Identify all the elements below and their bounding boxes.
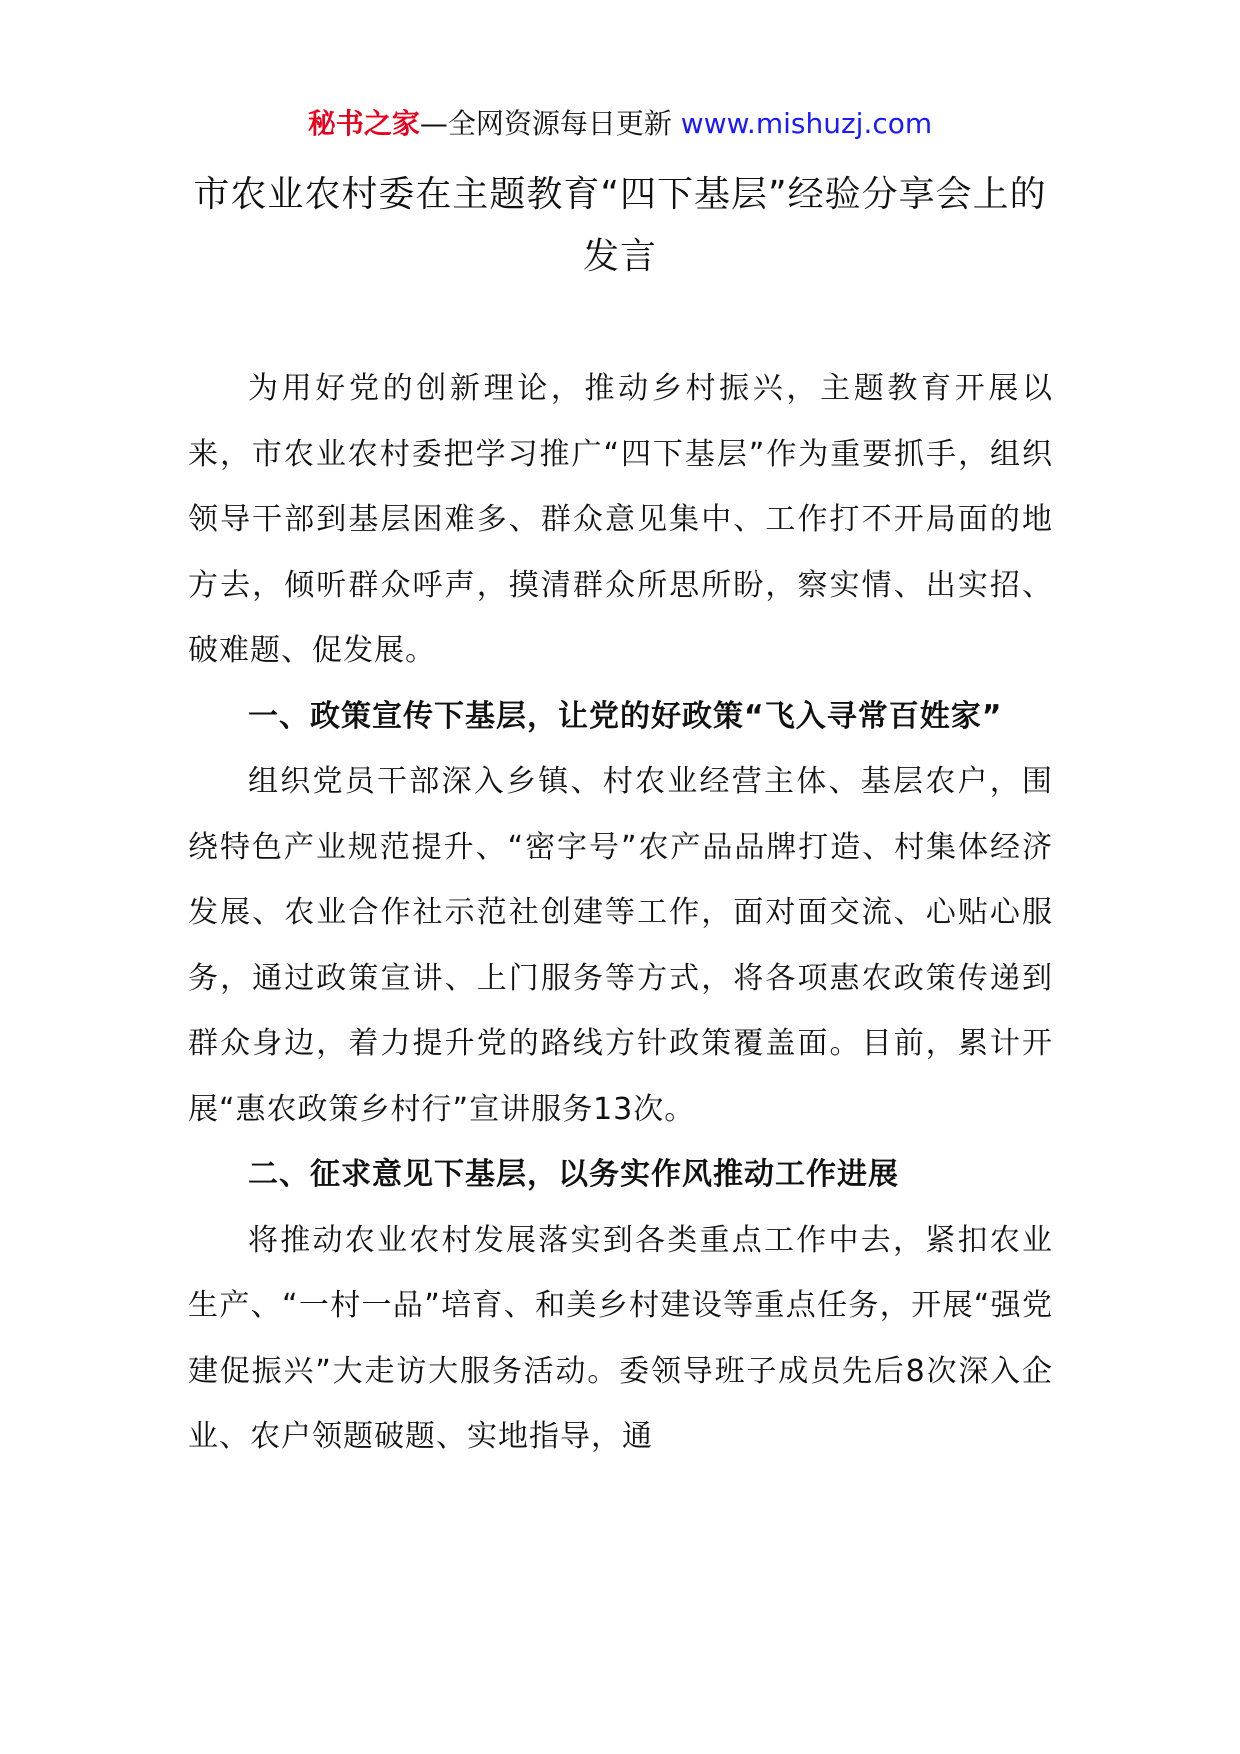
section-heading-1: 一、政策宣传下基层，让党的好政策“飞入寻常百姓家” xyxy=(248,698,1003,734)
site-tagline: —全网资源每日更新 xyxy=(419,107,672,140)
site-url-link[interactable]: www.mishuzj.com xyxy=(680,107,933,140)
section-paragraph-2: 将推动农业农村发展落实到各类重点工作中去，紧扣农业生产、“一村一品”培育、和美乡村建设等重点任务，开展“强党建促振兴”大走访大服务活动。委领导班子成员先后8次深入企业、农户领题破题、实地指导，通 xyxy=(188,1222,1053,1454)
section-heading-2: 二、征求意见下基层，以务实作风推动工作进展 xyxy=(248,1157,899,1192)
intro-paragraph: 为用好党的创新理论，推动乡村振兴，主题教育开展以来，市农业农村委把学习推广“四下基层”作为重要抓手，组织领导干部到基层困难多、群众意见集中、工作打不开局面的地方去，倾听群众呼声，摸清群众所思所盼，察实情、出实招、破难题、促发展。 xyxy=(188,371,1053,668)
site-header xyxy=(0,100,1240,148)
section-paragraph-1: 组织党员干部深入乡镇、村农业经营主体、基层农户，围绕特色产业规范提升、“密字号”农产品品牌打造、村集体经济发展、农业合作社示范社创建等工作，面对面交流、心贴心服务，通过政策宣讲、上门服务等方式，将各项惠农政策传递到群众身边，着力提升党的路线方针政策覆盖面。目前，累计开展“惠农政策乡村行”宣讲服务13次。 xyxy=(188,764,1053,1127)
document-body xyxy=(188,356,1053,1470)
document-title: 市农业农村委在主题教育“四下基层”经验分享会上的发言 xyxy=(193,174,1047,277)
site-brand: 秘书之家 xyxy=(307,107,420,140)
